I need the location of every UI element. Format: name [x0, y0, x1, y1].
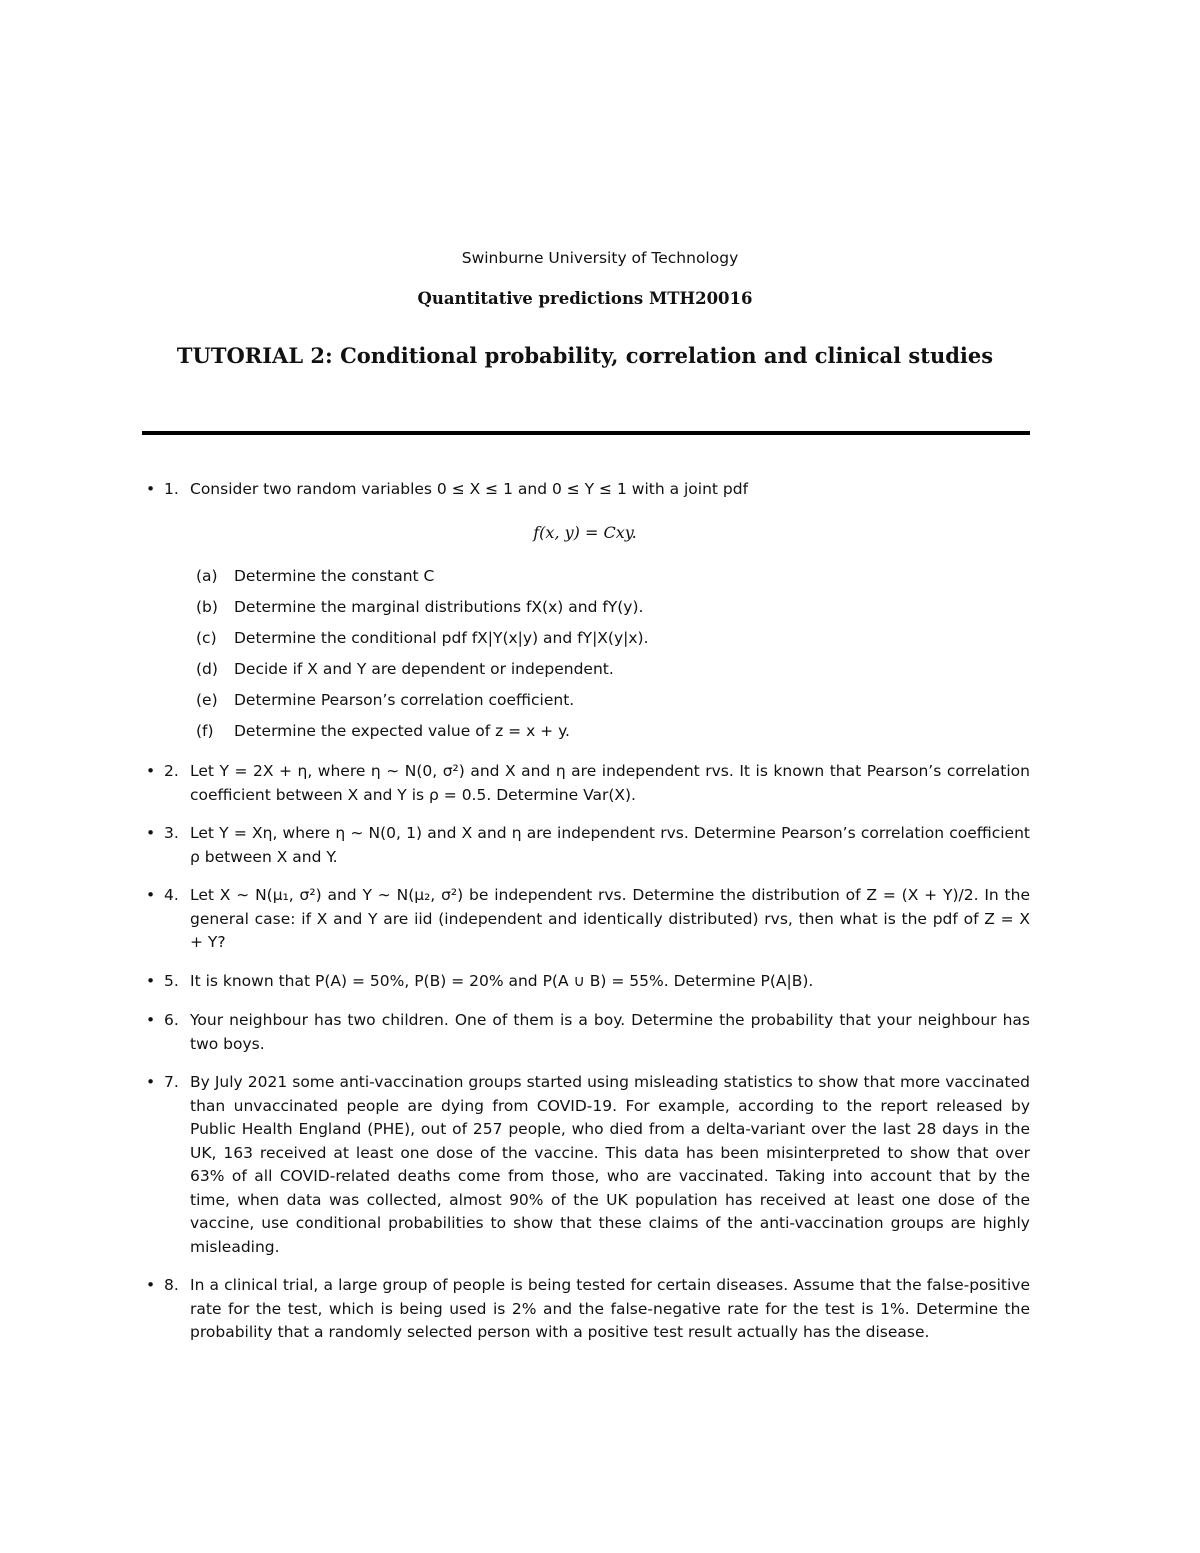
course-title: Quantitative predictions MTH20016: [417, 289, 753, 308]
question-number: 2.: [164, 762, 179, 780]
bullet-icon: •: [146, 1073, 156, 1091]
part-text: Determine Pearson’s correlation coefficient.: [234, 691, 575, 709]
question-1: [142, 478, 1030, 502]
question-text: Your neighbour has two children. One of them is a boy. Determine the probability that your neighbour has two boys.: [190, 1011, 1030, 1053]
part-b: [196, 596, 996, 619]
question-text: By July 2021 some anti-vaccination groups started using misleading statistics to show that more vaccinated than unvaccinated people are dying from COVID-19. For example, according to the report released by Public Health England (PHE), out of 257 people, who died from a delta-variant over the last 28 days in the UK, 163 received at least one dose of the vaccine. This data has been misinterpreted to show that over 63% of all COVID-related deaths come from those, who are vaccinated. Taking into account that by the time, when data was collected, almost 90% of the UK population has received at least one dose of the vaccine, use conditional probabilities to show that these claims of the anti-vaccination groups are highly misleading.: [190, 1073, 1030, 1256]
question-7: [142, 1071, 1030, 1259]
part-text: Determine the marginal distributions fX(x) and fY(y).: [234, 598, 644, 616]
bullet-icon: •: [146, 972, 156, 990]
tutorial-title: TUTORIAL 2: Conditional probability, correlation and clinical studies: [176, 343, 994, 368]
part-f: [196, 720, 996, 743]
university-name: Swinburne University of Technology: [461, 249, 739, 267]
part-label: (f): [196, 722, 214, 740]
title-rule: [142, 431, 1030, 435]
question-number: 8.: [164, 1276, 179, 1294]
question-text: Let Y = Xη, where η ∼ N(0, 1) and X and η are independent rvs. Determine Pearson’s correlation coefficient ρ between X and Y.: [190, 824, 1030, 866]
bullet-icon: •: [146, 762, 156, 780]
part-text: Determine the expected value of z = x + y.: [234, 722, 570, 740]
part-label: (d): [196, 660, 218, 678]
part-label: (a): [196, 567, 218, 585]
part-label: (e): [196, 691, 218, 709]
bullet-icon: •: [146, 886, 156, 904]
bullet-icon: •: [146, 1276, 156, 1294]
question-number: 6.: [164, 1011, 179, 1029]
bullet-icon: •: [146, 1011, 156, 1029]
question-8: [142, 1274, 1030, 1345]
bullet-icon: •: [146, 480, 156, 498]
question-text: Let X ∼ N(μ₁, σ²) and Y ∼ N(μ₂, σ²) be independent rvs. Determine the distribution of Z = (X + Y)/2. In the general case: if X and Y are iid (independent and identically distributed) rvs, then what is the pdf of Z = X + Y?: [190, 886, 1030, 951]
joint-pdf-equation: f(x, y) = Cxy.: [533, 523, 637, 542]
question-text: In a clinical trial, a large group of people is being tested for certain diseases. Assume that the false-positive rate for the test, which is being used is 2% and the false-negative rate for the test is 1%. Determine the probability that a randomly selected person with a positive test result actually has the disease.: [190, 1276, 1030, 1341]
question-5: [142, 970, 1030, 994]
question-text: It is known that P(A) = 50%, P(B) = 20% and P(A ∪ B) = 55%. Determine P(A|B).: [190, 972, 814, 990]
part-d: [196, 658, 996, 681]
part-a: [196, 565, 996, 588]
question-text: Consider two random variables 0 ≤ X ≤ 1 and 0 ≤ Y ≤ 1 with a joint pdf: [190, 480, 749, 498]
part-label: (b): [196, 598, 218, 616]
question-4: [142, 884, 1030, 955]
question-6: [142, 1009, 1030, 1056]
part-label: (c): [196, 629, 217, 647]
question-3: [142, 822, 1030, 869]
question-number: 1.: [164, 480, 179, 498]
question-2: [142, 760, 1030, 807]
part-e: [196, 689, 996, 712]
question-text: Let Y = 2X + η, where η ∼ N(0, σ²) and X and η are independent rvs. It is known that Pearson’s correlation coefficient between X and Y is ρ = 0.5. Determine Var(X).: [190, 762, 1030, 804]
part-text: Decide if X and Y are dependent or independent.: [234, 660, 614, 678]
question-number: 5.: [164, 972, 179, 990]
question-number: 7.: [164, 1073, 179, 1091]
part-c: [196, 627, 996, 650]
part-text: Determine the conditional pdf fX|Y(x|y) and fY|X(y|x).: [234, 629, 649, 647]
question-number: 3.: [164, 824, 179, 842]
part-text: Determine the constant C: [234, 567, 435, 585]
question-number: 4.: [164, 886, 179, 904]
bullet-icon: •: [146, 824, 156, 842]
